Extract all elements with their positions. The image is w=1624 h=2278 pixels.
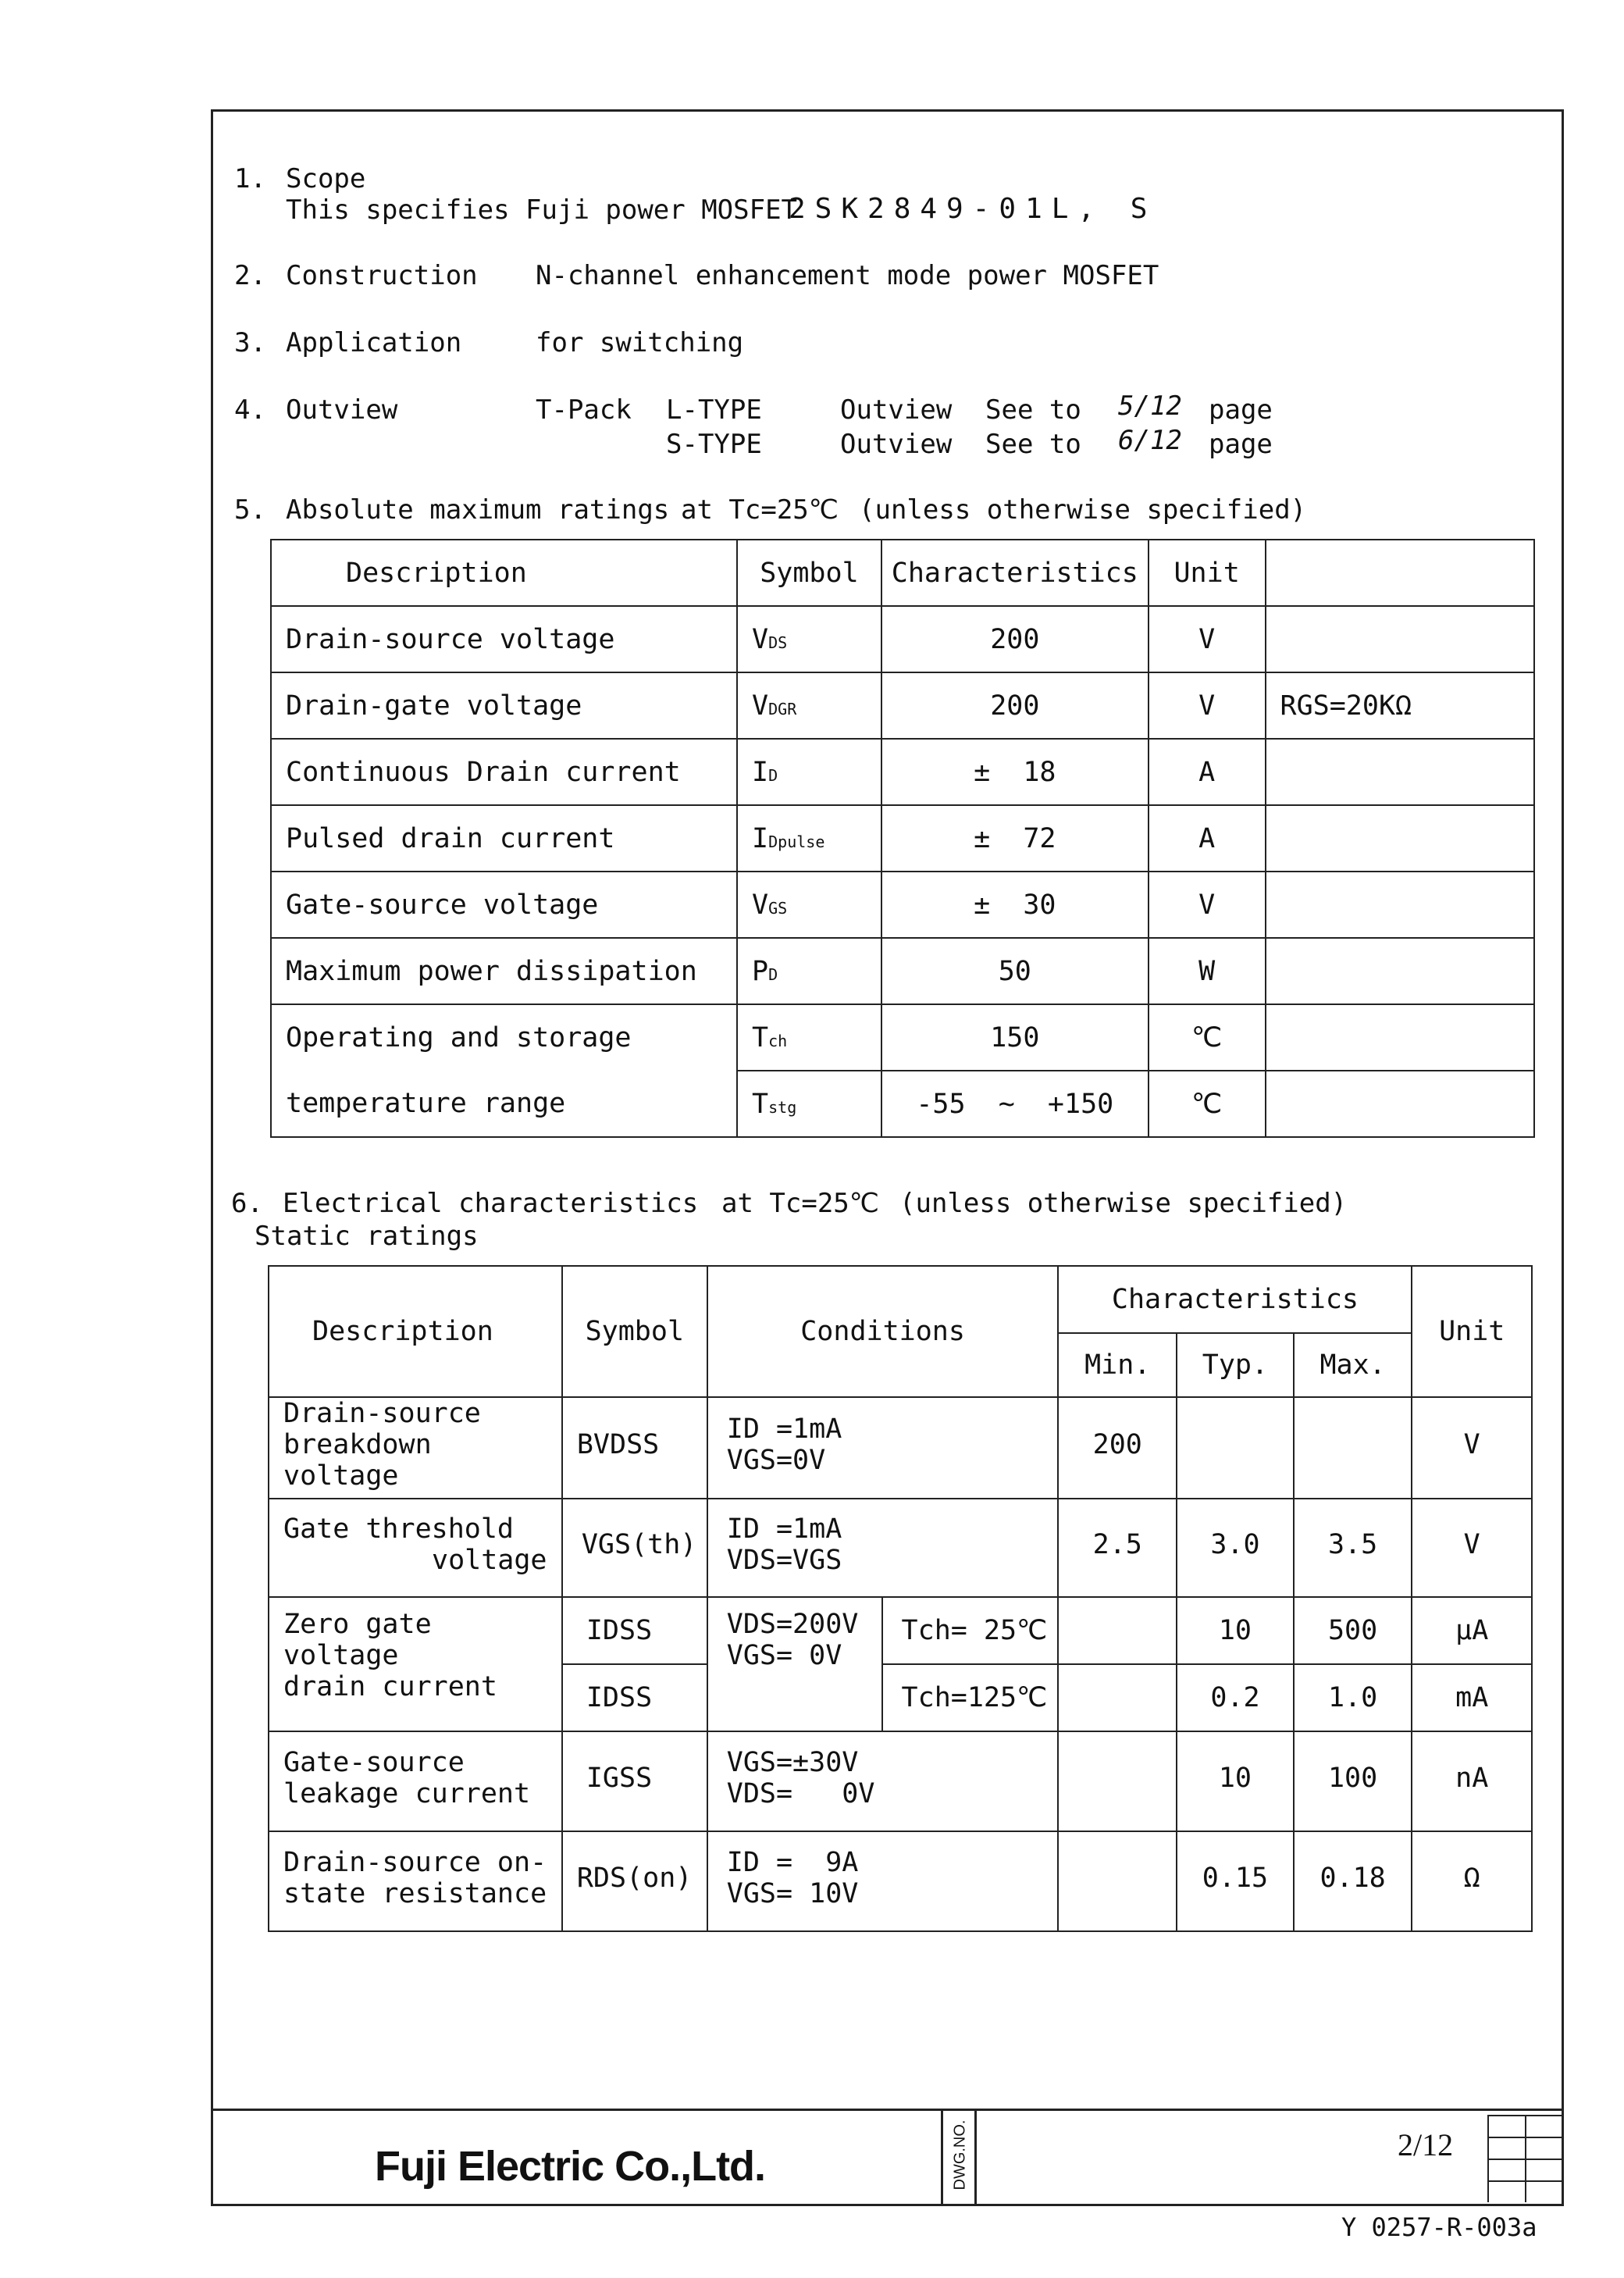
row-min [1058, 1664, 1177, 1731]
outview-s-page: page [1209, 429, 1273, 460]
row-desc [269, 1397, 562, 1499]
row-symbol [737, 606, 881, 672]
sec3-num: 3. [234, 327, 266, 358]
symbol-main: I [752, 756, 769, 788]
sec5-title: Absolute maximum ratings [286, 494, 670, 526]
row-symbol [737, 672, 881, 739]
symbol-main: V [752, 690, 769, 722]
row-min [1058, 1597, 1177, 1664]
sec6-num: 6. [231, 1188, 263, 1219]
desc-line1: Drain-source on- [283, 1847, 547, 1878]
row-typ: 0.15 [1177, 1831, 1294, 1931]
col-description: Description [271, 540, 737, 606]
table-row [269, 1499, 1532, 1597]
table-row [271, 672, 1534, 739]
row-remark: RGS=20KΩ [1266, 672, 1534, 739]
row-unit: ℃ [1149, 1004, 1266, 1071]
row-symbol [737, 805, 881, 872]
table-row [269, 1397, 1532, 1499]
row-unit: μA [1412, 1597, 1532, 1664]
table-row [271, 872, 1534, 938]
row-value: ± 30 [881, 872, 1149, 938]
outview-l-pg: 5/12 [1118, 390, 1182, 422]
symbol-sub: Dpulse [768, 832, 825, 851]
row-symbol: VGS(th) [562, 1499, 707, 1597]
row-desc: Drain-source voltage [271, 606, 737, 672]
row-desc [269, 1731, 562, 1831]
row-value: ± 72 [881, 805, 1149, 872]
cond-line1: VGS=±30V [726, 1747, 859, 1778]
row-remark [1266, 1004, 1534, 1071]
sec5-num: 5. [234, 494, 266, 526]
row-unit: V [1412, 1499, 1532, 1597]
row-unit: ℃ [1149, 1071, 1266, 1137]
row-unit: V [1412, 1397, 1532, 1499]
outview-s-label: Outview [840, 429, 953, 460]
row-remark [1266, 606, 1534, 672]
row-max: 1.0 [1294, 1664, 1412, 1731]
symbol-sub: ch [768, 1031, 788, 1050]
row-unit: mA [1412, 1664, 1532, 1731]
symbol-sub: DGR [768, 699, 797, 718]
row-symbol: IGSS [562, 1731, 707, 1831]
desc-line2: breakdown voltage [283, 1429, 432, 1492]
row-symbol: BVDSS [562, 1397, 707, 1499]
outview-s-type: S-TYPE [666, 429, 762, 460]
row-symbol [737, 1004, 881, 1071]
row-symbol [737, 938, 881, 1004]
row-value: 50 [881, 938, 1149, 1004]
table-row [271, 805, 1534, 872]
table-header-row [269, 1266, 1532, 1333]
outview-l-type: L-TYPE [666, 394, 762, 426]
sec4-title: Outview [286, 394, 398, 426]
row-remark [1266, 1071, 1534, 1137]
row-unit: V [1149, 872, 1266, 938]
col-description: Description [269, 1266, 562, 1397]
cond-line2: VGS= 0V [726, 1640, 842, 1671]
row-remark [1266, 805, 1534, 872]
col-unit: Unit [1149, 540, 1266, 606]
symbol-main: T [752, 1021, 769, 1053]
row-desc [269, 1597, 562, 1731]
col-symbol: Symbol [737, 540, 881, 606]
row-unit: V [1149, 606, 1266, 672]
row-unit: V [1149, 672, 1266, 739]
col-conditions: Conditions [707, 1266, 1059, 1397]
sec1-text: This specifies Fuji power MOSFET [286, 194, 798, 226]
row-desc [269, 1831, 562, 1931]
page-number: 2/12 [1398, 2127, 1454, 2162]
company-name: Fuji Electric Co.,Ltd. [375, 2143, 766, 2190]
col-characteristics: Characteristics [881, 540, 1149, 606]
table-row [271, 1071, 1534, 1137]
row-desc: Continuous Drain current [271, 739, 737, 805]
cond-line2: VDS=VGS [726, 1545, 842, 1576]
row-desc: Operating and storage [271, 1004, 737, 1071]
symbol-sub: stg [768, 1097, 797, 1117]
row-symbol: IDSS [562, 1597, 707, 1664]
outview-l-label: Outview [840, 394, 953, 426]
cond-line2: VGS=0V [726, 1445, 826, 1476]
table-row [271, 606, 1534, 672]
desc-line1: Zero gate voltage [283, 1609, 432, 1671]
outview-l-see: See to [985, 394, 1081, 426]
desc-line2: leakage current [283, 1778, 531, 1809]
row-value: ± 18 [881, 739, 1149, 805]
col-min: Min. [1058, 1333, 1177, 1397]
row-conditions [707, 1731, 1059, 1831]
symbol-sub: GS [768, 898, 788, 918]
col-max: Max. [1294, 1333, 1412, 1397]
absolute-max-ratings-table [270, 539, 1535, 1138]
symbol-main: P [752, 955, 769, 987]
table-row [271, 938, 1534, 1004]
row-typ [1177, 1397, 1294, 1499]
desc-line2: drain current [283, 1671, 497, 1702]
row-remark [1266, 872, 1534, 938]
row-max: 500 [1294, 1597, 1412, 1664]
row-value: 150 [881, 1004, 1149, 1071]
row-desc: Drain-gate voltage [271, 672, 737, 739]
row-symbol: RDS(on) [562, 1831, 707, 1931]
sec5-cond: at Tc=25℃ [681, 494, 839, 526]
col-characteristics: Characteristics [1058, 1266, 1412, 1333]
row-symbol [737, 739, 881, 805]
row-unit: Ω [1412, 1831, 1532, 1931]
row-desc: Gate-source voltage [271, 872, 737, 938]
outview-s-pg: 6/12 [1118, 425, 1182, 456]
row-temp: Tch=125℃ [882, 1664, 1059, 1731]
row-typ: 10 [1177, 1597, 1294, 1664]
row-symbol [737, 872, 881, 938]
row-min: 2.5 [1058, 1499, 1177, 1597]
row-max: 100 [1294, 1731, 1412, 1831]
row-desc: temperature range [271, 1071, 737, 1137]
row-desc [269, 1499, 562, 1597]
sec4-num: 4. [234, 394, 266, 426]
dwg-no-box [941, 2111, 977, 2206]
sec1-num: 1. [234, 163, 266, 194]
sec5-note: (unless otherwise specified) [859, 494, 1307, 526]
row-value: 200 [881, 606, 1149, 672]
part-number: 2SK2849-01L, S [789, 193, 1157, 225]
cond-line1: VDS=200V [726, 1609, 859, 1640]
sec2-num: 2. [234, 260, 266, 291]
row-unit: nA [1412, 1731, 1532, 1831]
sec6-subtitle: Static ratings [255, 1221, 479, 1252]
row-max: 3.5 [1294, 1499, 1412, 1597]
col-typ: Typ. [1177, 1333, 1294, 1397]
row-min [1058, 1731, 1177, 1831]
title-block [211, 2109, 1564, 2208]
row-conditions [707, 1831, 1059, 1931]
row-max: 0.18 [1294, 1831, 1412, 1931]
outview-s-see: See to [985, 429, 1081, 460]
row-symbol [737, 1071, 881, 1137]
symbol-sub: D [768, 765, 778, 785]
row-unit: W [1149, 938, 1266, 1004]
col-symbol: Symbol [562, 1266, 707, 1397]
sec6-title: Electrical characteristics [283, 1188, 699, 1219]
cond-line2: VGS= 10V [726, 1878, 859, 1909]
row-typ: 0.2 [1177, 1664, 1294, 1731]
row-value: -55 ~ +150 [881, 1071, 1149, 1137]
sec6-note: (unless otherwise specified) [899, 1188, 1348, 1219]
symbol-main: I [752, 822, 769, 854]
desc-line1: Gate threshold [283, 1513, 515, 1545]
symbol-main: V [752, 889, 769, 921]
desc-line1: Drain-source [283, 1398, 481, 1429]
table-row [269, 1597, 1532, 1664]
row-remark [1266, 739, 1534, 805]
row-min: 200 [1058, 1397, 1177, 1499]
row-conditions [707, 1597, 882, 1731]
row-temp: Tch= 25℃ [882, 1597, 1059, 1664]
cond-line1: ID =1mA [726, 1414, 842, 1445]
row-desc: Maximum power dissipation [271, 938, 737, 1004]
row-min [1058, 1831, 1177, 1931]
table-row [269, 1831, 1532, 1931]
sec6-cond: at Tc=25℃ [721, 1188, 879, 1219]
col-unit: Unit [1412, 1266, 1532, 1397]
symbol-main: V [752, 623, 769, 655]
cond-line2: VDS= 0V [726, 1778, 875, 1809]
table-header-row [271, 540, 1534, 606]
electrical-characteristics-table [268, 1265, 1533, 1932]
col-remarks [1266, 540, 1534, 606]
row-unit: A [1149, 739, 1266, 805]
row-conditions [707, 1499, 1059, 1597]
table-row [271, 1004, 1534, 1071]
row-conditions [707, 1397, 1059, 1499]
sec2-title: Construction [286, 260, 478, 291]
table-row [271, 739, 1534, 805]
table-row [269, 1731, 1532, 1831]
row-symbol: IDSS [562, 1664, 707, 1731]
row-unit: A [1149, 805, 1266, 872]
row-desc: Pulsed drain current [271, 805, 737, 872]
dwg-no-label: DWG.NO. [951, 2119, 969, 2191]
desc-line1: Gate-source [283, 1747, 465, 1778]
symbol-sub: DS [768, 633, 788, 652]
row-max [1294, 1397, 1412, 1499]
symbol-main: T [752, 1088, 769, 1120]
cond-line1: ID =1mA [726, 1513, 842, 1545]
sec3-value: for switching [536, 327, 744, 358]
outview-l-page: page [1209, 394, 1273, 426]
sec3-title: Application [286, 327, 462, 358]
row-typ: 3.0 [1177, 1499, 1294, 1597]
symbol-sub: D [768, 964, 778, 984]
sec4-package: T-Pack [536, 394, 632, 426]
desc-line2: state resistance [283, 1878, 547, 1909]
desc-line2: voltage [432, 1545, 547, 1576]
sec1-title: Scope [286, 163, 366, 194]
revision-grid [1487, 2115, 1562, 2202]
cond-line1: ID = 9A [726, 1847, 859, 1878]
row-typ: 10 [1177, 1731, 1294, 1831]
row-value: 200 [881, 672, 1149, 739]
sec2-value: N-channel enhancement mode power MOSFET [536, 260, 1159, 291]
document-number: Y 0257-R-003a [1341, 2212, 1537, 2242]
row-remark [1266, 938, 1534, 1004]
